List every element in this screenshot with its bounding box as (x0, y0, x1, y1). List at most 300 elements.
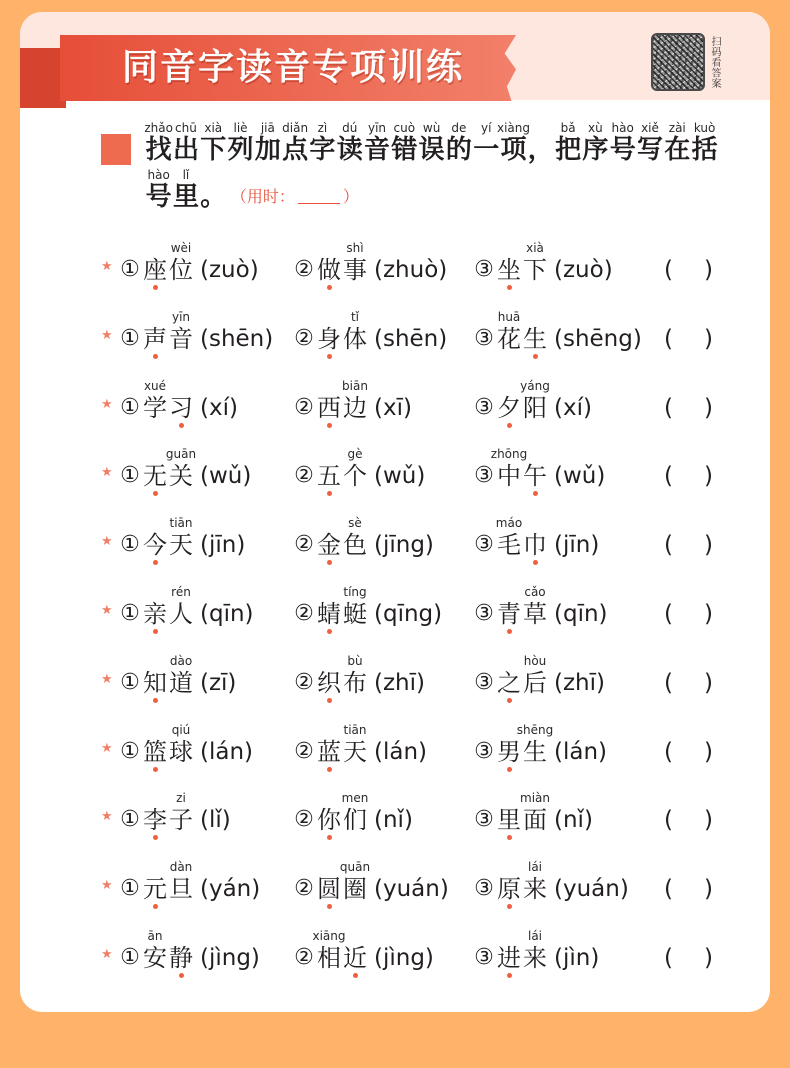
option-word (142, 653, 194, 697)
option-number: ① (120, 876, 140, 902)
hanzi: 之 (497, 668, 521, 697)
option-reading: (qīn) (200, 600, 254, 627)
option-number: ① (120, 669, 140, 695)
option-word (142, 309, 194, 353)
pinyin: zì (317, 121, 328, 135)
option-word (316, 653, 368, 697)
answer-paren-close: ) (703, 738, 713, 765)
pinyin: hào (147, 168, 170, 182)
hanzi-cell (342, 241, 368, 284)
answer-blank[interactable] (664, 463, 713, 489)
pinyin: huā (497, 309, 521, 324)
hanzi: 面 (523, 806, 547, 835)
option-word (316, 447, 368, 491)
emphasis-dot (179, 973, 184, 978)
exercise-row (0, 447, 790, 532)
hanzi: 来 (523, 875, 547, 904)
hanzi-cell (495, 516, 523, 560)
exercise-row (0, 653, 790, 739)
option-word (316, 722, 368, 766)
option-word (495, 516, 548, 560)
option-word (496, 653, 548, 697)
option-word (496, 860, 548, 904)
option-2 (292, 791, 413, 835)
pinyin: xià (526, 241, 544, 255)
answer-blank[interactable] (664, 395, 713, 421)
option-reading: (zhuò) (374, 257, 448, 283)
hanzi-cell (316, 739, 342, 765)
hanzi: 项 (500, 135, 527, 165)
option-word (142, 928, 194, 972)
hanzi-cell (363, 121, 391, 165)
option-2 (292, 516, 434, 560)
answer-space[interactable] (673, 463, 704, 489)
star-icon (101, 673, 113, 687)
emphasis-dot (507, 904, 512, 909)
answer-paren-close: ) (703, 600, 713, 627)
option-reading: (jìng) (374, 944, 434, 971)
hanzi: 号 (609, 135, 636, 165)
answer-blank[interactable] (664, 601, 713, 627)
pinyin: chū (175, 121, 197, 135)
hanzi-cell (496, 309, 522, 353)
hanzi: 巾 (523, 531, 547, 560)
emphasis-dot (327, 354, 332, 359)
emphasis-dot (153, 767, 158, 772)
hanzi: 午 (523, 462, 547, 491)
qr-code (651, 33, 705, 91)
hanzi-cell (496, 876, 522, 902)
option-word (142, 516, 194, 560)
answer-paren-close: ) (703, 463, 713, 490)
hanzi: 写 (636, 135, 663, 165)
hanzi-cell (172, 121, 199, 165)
option-1 (118, 653, 237, 697)
answer-paren-close: ) (703, 532, 713, 559)
emphasis-dot (507, 285, 512, 290)
hanzi-cell (341, 791, 369, 835)
answer-paren-close: ) (703, 257, 713, 283)
hanzi: 声 (143, 324, 167, 353)
answer-blank[interactable] (664, 257, 713, 283)
option-3 (472, 791, 593, 835)
hanzi: 天 (343, 737, 367, 766)
hanzi: 亲 (143, 599, 167, 628)
option-number: ③ (474, 257, 494, 282)
hanzi: 今 (143, 531, 167, 560)
pinyin: zhǎo (144, 121, 173, 135)
option-3 (472, 653, 605, 697)
emphasis-dot (179, 423, 184, 428)
hanzi: 们 (343, 806, 367, 835)
hanzi: 点 (282, 135, 309, 165)
pinyin: tiān (169, 516, 193, 531)
option-word (316, 241, 368, 284)
hanzi-cell (490, 447, 528, 491)
hanzi-cell (200, 121, 227, 165)
exercise-row (0, 860, 790, 945)
option-reading: (jìn) (554, 944, 600, 971)
pinyin: quān (339, 860, 371, 875)
hanzi: 学 (143, 393, 167, 422)
pinyin: ān (147, 928, 163, 943)
hanzi-cell (473, 121, 500, 165)
option-1 (118, 928, 260, 972)
option-number: ② (294, 532, 314, 558)
emphasis-dot (327, 698, 332, 703)
option-number: ① (120, 394, 140, 420)
hanzi: 的 (445, 135, 472, 165)
page-title: 同音字读音专项训练 (122, 47, 465, 88)
hanzi: 坐 (497, 256, 521, 284)
pinyin: dào (169, 653, 193, 668)
hanzi-cell (336, 121, 363, 165)
hanzi-cell (168, 722, 194, 766)
hanzi-cell (227, 121, 254, 165)
exercise-row (0, 722, 790, 808)
hanzi-cell (522, 928, 548, 972)
option-word (316, 378, 368, 422)
hanzi-cell (316, 395, 342, 421)
hanzi: 金 (317, 531, 341, 560)
answer-space[interactable] (673, 601, 704, 627)
hanzi: 蓝 (317, 737, 341, 766)
pinyin: zi (176, 791, 186, 806)
hanzi-cell (342, 516, 368, 560)
option-number: ① (120, 738, 140, 764)
hanzi: 加 (254, 135, 281, 165)
option-reading: (yuán) (554, 876, 629, 903)
hanzi-cell (691, 121, 718, 165)
instruction-marker (101, 134, 131, 165)
option-reading: (jīn) (554, 532, 600, 559)
option-number: ① (120, 600, 140, 626)
option-3 (472, 309, 642, 353)
option-reading: (zuò) (200, 257, 259, 283)
pinyin: rén (171, 584, 191, 599)
pinyin: tǐ (350, 309, 360, 324)
hanzi-cell (168, 516, 194, 560)
option-number: ③ (474, 669, 494, 695)
emphasis-dot (327, 904, 332, 909)
hanzi: 子 (169, 806, 193, 835)
option-2 (292, 309, 448, 353)
pinyin: dú (342, 121, 358, 135)
hanzi-cell (496, 395, 522, 421)
hanzi-cell (522, 326, 548, 352)
pinyin: de (451, 121, 467, 135)
pinyin: xiāng (312, 928, 346, 943)
hanzi-cell (445, 121, 472, 165)
answer-space[interactable] (673, 876, 704, 902)
hanzi-cell (142, 739, 168, 765)
emphasis-dot (507, 767, 512, 772)
emphasis-dot (507, 423, 512, 428)
option-reading: (zuò) (554, 257, 613, 283)
answer-paren-open: ( (664, 394, 673, 421)
hanzi-cell (582, 121, 609, 165)
emphasis-dot (533, 560, 538, 565)
hanzi: 音 (364, 135, 391, 165)
hanzi-cell (142, 378, 168, 422)
pinyin: tiān (343, 722, 367, 737)
pinyin: yí (480, 121, 492, 135)
answer-blank[interactable] (664, 739, 713, 765)
answer-space[interactable] (673, 670, 704, 696)
hanzi: 元 (143, 875, 167, 904)
hanzi-cell (522, 653, 548, 697)
time-label-close: ） (342, 187, 359, 206)
hanzi-cell (316, 463, 342, 489)
hanzi: 知 (143, 668, 167, 697)
hanzi: 天 (169, 531, 193, 560)
hanzi: 人 (169, 599, 193, 628)
option-1 (118, 241, 259, 284)
hanzi-cell (636, 121, 663, 165)
option-number: ③ (474, 944, 494, 970)
star-icon (101, 879, 113, 893)
hanzi-cell (142, 601, 168, 627)
hanzi-cell (142, 670, 168, 696)
hanzi: 蜻 (317, 599, 341, 628)
answer-blank[interactable] (664, 326, 713, 352)
answer-blank[interactable] (664, 876, 713, 902)
hanzi: 你 (317, 806, 341, 835)
option-number: ③ (474, 325, 494, 351)
option-2 (292, 378, 412, 422)
option-2 (292, 860, 449, 904)
answer-space[interactable] (673, 739, 704, 765)
emphasis-dot (327, 423, 332, 428)
pinyin: diǎn (282, 121, 309, 135)
hanzi: 做 (317, 256, 341, 284)
answer-space[interactable] (673, 532, 704, 558)
option-number: ① (120, 325, 140, 351)
option-reading: (jìng) (200, 944, 260, 971)
answer-paren-open: ( (664, 325, 673, 352)
answer-paren-open: ( (664, 876, 673, 903)
answer-paren-close: ) (703, 876, 713, 903)
hanzi: 五 (317, 462, 341, 491)
pinyin: miàn (520, 791, 550, 806)
hanzi-cell (496, 257, 522, 283)
hanzi-cell (522, 241, 548, 284)
hanzi-cell (309, 121, 336, 165)
qr-caption: 扫码看答案 (709, 36, 720, 89)
pinyin: tíng (343, 584, 367, 599)
hanzi: ， (527, 135, 554, 165)
hanzi-cell (527, 137, 554, 163)
answer-paren-close: ) (703, 325, 713, 352)
hanzi: 李 (143, 806, 167, 835)
hanzi-cell (554, 121, 582, 165)
hanzi: 无 (143, 462, 167, 491)
hanzi: 出 (172, 135, 199, 165)
option-number: ② (294, 394, 314, 420)
answer-space[interactable] (673, 326, 704, 352)
option-number: ② (294, 325, 314, 351)
answer-paren-close: ) (703, 807, 713, 834)
pinyin: cǎo (524, 584, 546, 599)
hanzi-cell (142, 807, 168, 833)
hanzi-cell (522, 532, 548, 558)
star-icon (101, 948, 113, 962)
option-word (496, 928, 548, 972)
option-number: ③ (474, 807, 494, 833)
emphasis-dot (507, 629, 512, 634)
option-3 (472, 584, 608, 628)
hanzi-cell (316, 326, 342, 352)
option-reading: (lán) (200, 738, 254, 765)
hanzi-cell (316, 601, 342, 627)
option-number: ① (120, 257, 140, 282)
answer-paren-open: ( (664, 463, 673, 490)
hanzi: 把 (555, 135, 582, 165)
option-reading: (wǔ) (200, 463, 252, 490)
pinyin: zài (668, 121, 686, 135)
hanzi: 关 (169, 462, 193, 491)
hanzi-cell (145, 168, 172, 212)
answer-space[interactable] (673, 395, 704, 421)
pinyin: lái (527, 928, 543, 943)
option-2 (292, 653, 425, 697)
hanzi: 位 (169, 256, 193, 284)
option-1 (118, 584, 254, 628)
emphasis-dot (533, 354, 538, 359)
option-reading: (yán) (200, 876, 261, 903)
pinyin: hòu (523, 653, 547, 668)
option-3 (472, 928, 600, 972)
hanzi: 习 (169, 393, 193, 422)
hanzi-cell (168, 395, 194, 421)
time-label: （用时： (230, 187, 295, 206)
hanzi-cell (168, 584, 194, 628)
hanzi: 毛 (497, 531, 521, 560)
option-number: ② (294, 463, 314, 489)
hanzi-cell (520, 378, 550, 422)
hanzi: 青 (497, 599, 521, 628)
star-icon (101, 535, 113, 549)
hanzi: 里 (172, 182, 199, 212)
pinyin: yīn (171, 309, 191, 324)
hanzi-cell (496, 601, 522, 627)
pinyin: guān (165, 447, 197, 462)
emphasis-dot (153, 904, 158, 909)
answer-paren-close: ) (703, 394, 713, 421)
hanzi: 括 (691, 135, 718, 165)
pinyin: liè (233, 121, 248, 135)
hanzi: 近 (343, 943, 367, 972)
hanzi-cell (168, 860, 194, 904)
exercise-row (0, 516, 790, 601)
option-word (142, 860, 194, 904)
hanzi: 蜓 (343, 599, 367, 628)
hanzi-cell (496, 670, 522, 696)
option-reading: (xī) (374, 394, 412, 421)
hanzi: 个 (343, 462, 367, 491)
exercise-row (0, 584, 790, 670)
option-reading: (wǔ) (554, 463, 606, 490)
option-reading: (zhī) (374, 669, 425, 696)
option-number: ② (294, 944, 314, 970)
time-blank[interactable] (298, 191, 340, 204)
option-1 (118, 791, 231, 835)
hanzi-cell (168, 309, 194, 353)
hanzi-cell (664, 121, 691, 165)
hanzi: 西 (317, 393, 341, 422)
hanzi-cell (142, 463, 168, 489)
hanzi-cell (281, 121, 309, 165)
option-1 (118, 722, 254, 766)
option-reading: (xí) (200, 394, 238, 421)
option-number: ① (120, 807, 140, 833)
hanzi: 色 (343, 531, 367, 560)
emphasis-dot (153, 560, 158, 565)
answer-blank[interactable] (664, 807, 713, 833)
emphasis-dot (507, 973, 512, 978)
option-3 (472, 722, 608, 766)
pinyin: xiàng (496, 121, 531, 135)
answer-blank[interactable] (664, 945, 713, 971)
option-reading: (lán) (554, 738, 608, 765)
pinyin: lǐ (182, 168, 190, 182)
exercise-row (0, 309, 790, 395)
option-1 (118, 447, 252, 491)
hanzi-cell (142, 532, 168, 558)
hanzi: 来 (523, 943, 547, 972)
hanzi-cell (391, 121, 418, 165)
hanzi-cell (316, 876, 342, 902)
option-reading: (nǐ) (554, 807, 593, 834)
pinyin: jiā (260, 121, 275, 135)
emphasis-dot (153, 354, 158, 359)
answer-paren-open: ( (664, 532, 673, 559)
instruction-line-2 (145, 168, 359, 212)
pinyin: dàn (169, 860, 193, 875)
answer-space[interactable] (673, 257, 704, 283)
hanzi: 读 (336, 135, 363, 165)
option-word (496, 241, 548, 284)
option-word (316, 584, 368, 628)
option-word (496, 584, 548, 628)
hanzi-cell (142, 876, 168, 902)
hanzi: 织 (317, 668, 341, 697)
answer-space[interactable] (673, 807, 704, 833)
hanzi-cell (342, 584, 368, 628)
hanzi: 体 (343, 324, 367, 353)
exercise-list (0, 241, 790, 1014)
answer-blank[interactable] (664, 532, 713, 558)
option-number: ② (294, 669, 314, 695)
option-1 (118, 860, 261, 904)
hanzi-cell (142, 928, 168, 972)
hanzi: 进 (497, 943, 521, 972)
answer-blank[interactable] (664, 670, 713, 696)
option-reading: (jīn) (200, 532, 246, 559)
title-banner-fold (20, 48, 66, 108)
emphasis-dot (353, 973, 358, 978)
hanzi-cell (418, 121, 445, 165)
emphasis-dot (153, 698, 158, 703)
hanzi: 球 (169, 737, 193, 766)
exercise-row (0, 928, 790, 1014)
pinyin: hào (611, 121, 634, 135)
answer-space[interactable] (673, 945, 704, 971)
time-spent (231, 184, 359, 210)
hanzi: 在 (664, 135, 691, 165)
option-word (316, 860, 371, 904)
emphasis-dot (507, 835, 512, 840)
